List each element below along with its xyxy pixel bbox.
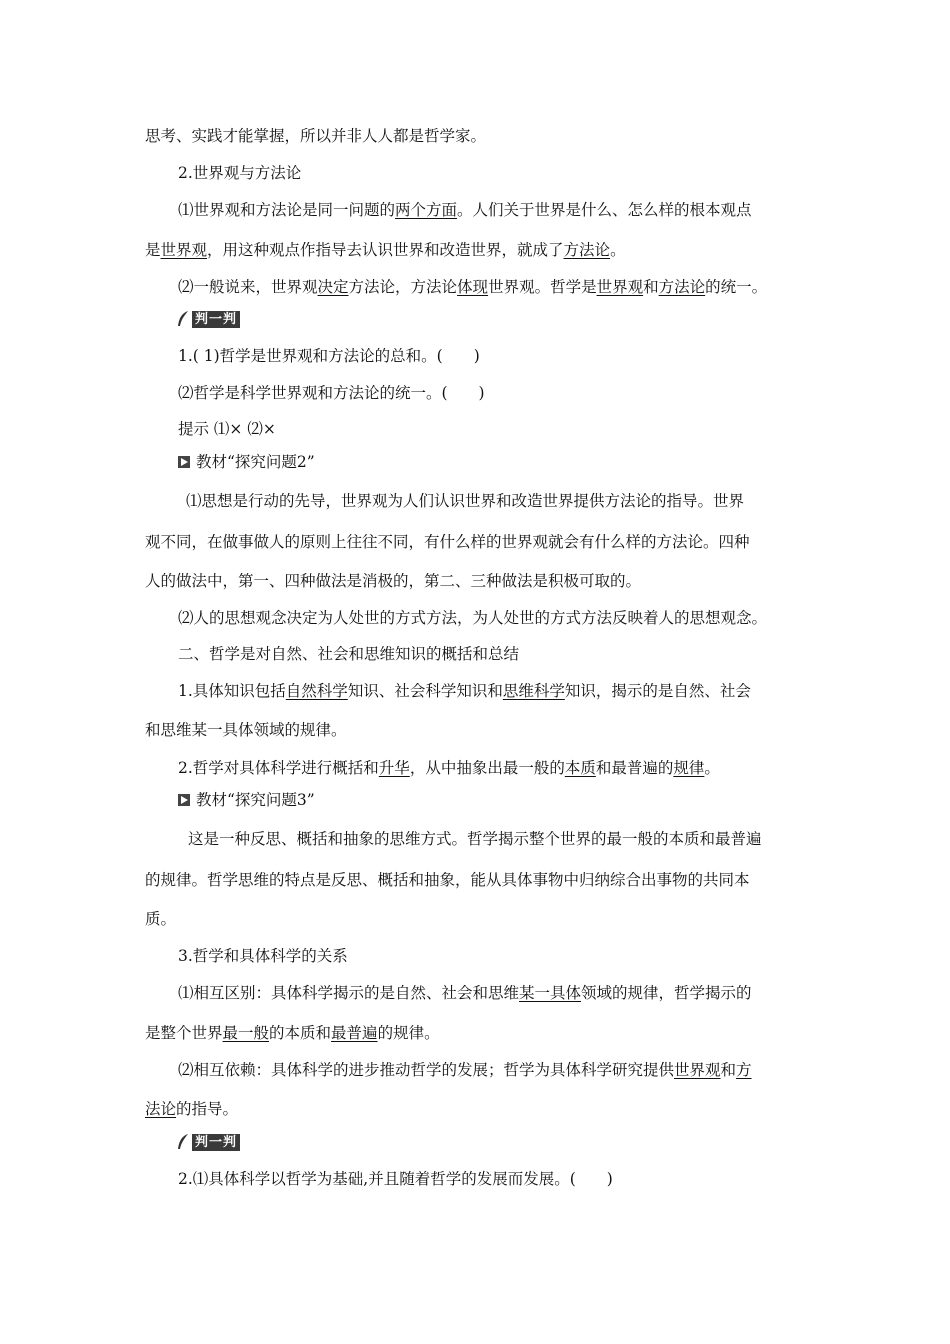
section-heading: 2.世界观与方法论 (178, 164, 302, 182)
section-heading: 二、哲学是对自然、社会和思维知识的概括和总结 (178, 645, 520, 663)
text-line: ⑴相互区别：具体科学揭示的是自然、社会和思维某一具体领域的规律，哲学揭示的 (178, 984, 752, 1002)
question-line: 1.( 1)哲学是世界观和方法论的总和。( ) (178, 347, 480, 365)
text-line: ⑵相互依赖：具体科学的进步推动哲学的发展；哲学为具体科学研究提供世界观和方 (178, 1061, 752, 1079)
hint-line: 提示 ⑴× ⑵× (178, 420, 276, 438)
judge-label: 判一判 (192, 1134, 240, 1151)
text-line: 1.具体知识包括自然科学知识、社会科学知识和思维科学知识，揭示的是自然、社会 (178, 682, 751, 700)
text-line: 这是一种反思、概括和抽象的思维方式。哲学揭示整个世界的最一般的本质和最普遍 (188, 830, 762, 848)
play-icon (178, 456, 190, 468)
judge-tag (176, 1133, 240, 1151)
text-line: 是整个世界最一般的本质和最普遍的规律。 (145, 1024, 440, 1042)
textbook-heading: 教材“探究问题3” (178, 789, 315, 811)
judge-tag (176, 310, 240, 328)
text-line: ⑵一般说来，世界观决定方法论，方法论体现世界观。哲学是世界观和方法论的统一。 (178, 278, 768, 296)
text-line: ⑴世界观和方法论是同一问题的两个方面。人们关于世界是什么、怎么样的根本观点 (178, 201, 752, 219)
text-line: 人的做法中，第一、四种做法是消极的，第二、三种做法是积极可取的。 (145, 572, 642, 590)
text-line: 思考、实践才能掌握，所以并非人人都是哲学家。 (145, 127, 487, 145)
text-line: 观不同，在做事做人的原则上往往不同，有什么样的世界观就会有什么样的方法论。四种 (145, 533, 750, 551)
text-line: 和思维某一具体领域的规律。 (145, 721, 347, 739)
text-line: 的规律。哲学思维的特点是反思、概括和抽象，能从具体事物中归纳综合出事物的共同本 (145, 871, 750, 889)
textbook-heading: 教材“探究问题2” (178, 451, 315, 473)
text-line: 法论的指导。 (145, 1100, 239, 1118)
feather-icon (176, 1133, 190, 1151)
feather-icon (176, 310, 190, 328)
text-line: 2.哲学对具体科学进行概括和升华，从中抽象出最一般的本质和最普遍的规律。 (178, 759, 720, 777)
text-line: ⑴思想是行动的先导，世界观为人们认识世界和改造世界提供方法论的指导。世界 (186, 492, 745, 510)
question-line: 2.⑴具体科学以哲学为基础,并且随着哲学的发展而发展。( ) (178, 1170, 613, 1188)
question-line: ⑵哲学是科学世界观和方法论的统一。( ) (178, 384, 485, 402)
text-line: ⑵人的思想观念决定为人处世的方式方法，为人处世的方式方法反映着人的思想观念。 (178, 609, 768, 627)
play-icon (178, 794, 190, 806)
text-line: 质。 (145, 910, 177, 928)
judge-label: 判一判 (192, 311, 240, 328)
text-line: 是世界观，用这种观点作指导去认识世界和改造世界，就成了方法论。 (145, 241, 626, 259)
section-heading: 3.哲学和具体科学的关系 (178, 947, 348, 965)
